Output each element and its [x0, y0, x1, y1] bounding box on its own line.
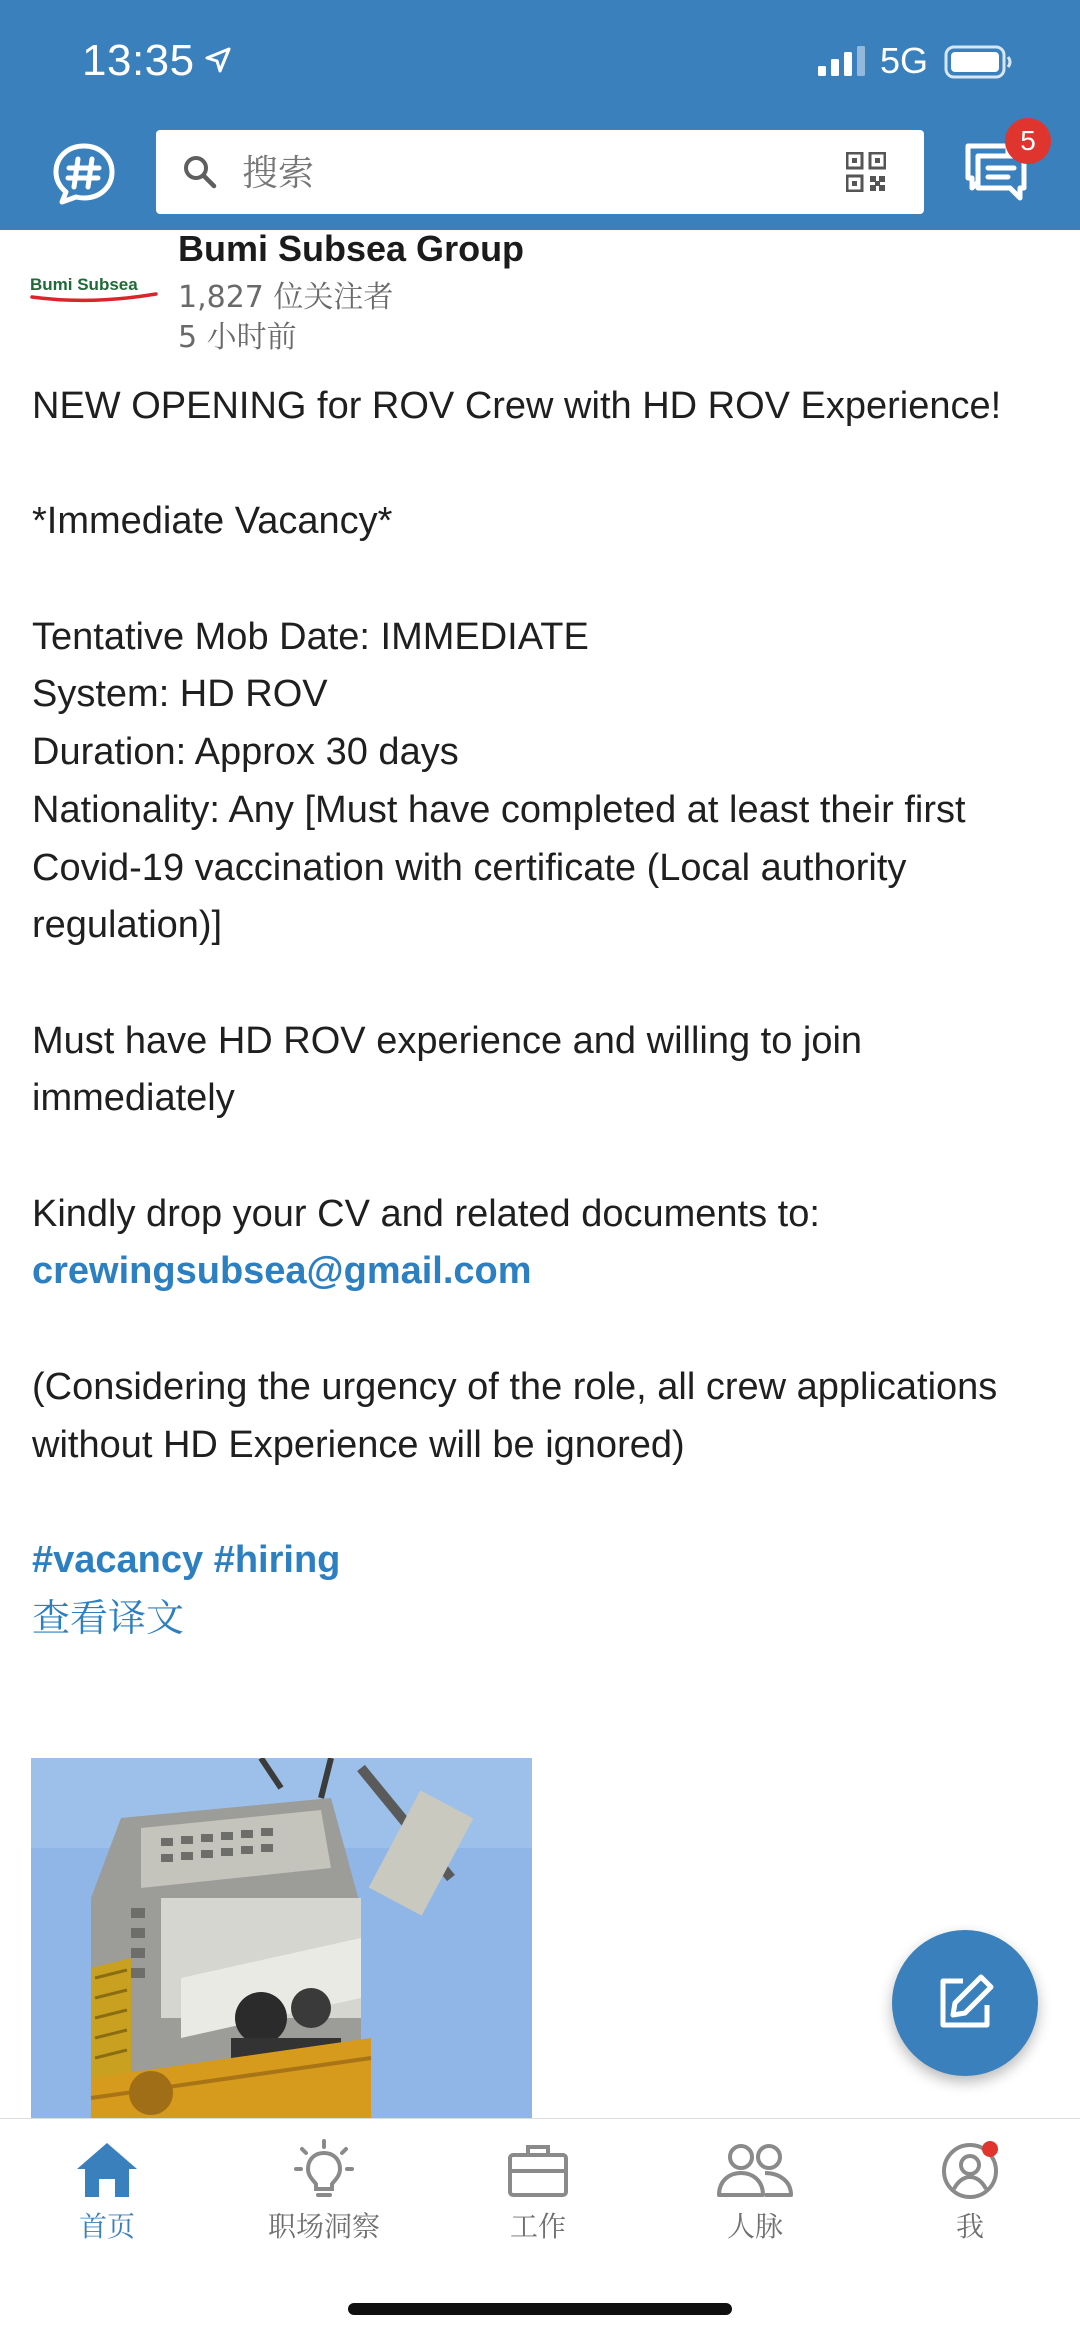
rov-photo [31, 1758, 532, 2120]
nav-network-label: 人脉 [726, 2210, 783, 2243]
network-type: 5G [880, 40, 929, 81]
email-link[interactable]: crewingsubsea@gmail.com [32, 1250, 532, 1293]
edit-icon [935, 1973, 995, 2033]
search-bar[interactable] [156, 130, 924, 214]
compose-post-button[interactable] [892, 1930, 1038, 2076]
location-arrow-icon [204, 46, 232, 74]
follower-count: 1,827 位关注者 [178, 280, 394, 315]
post-body [32, 378, 1052, 1647]
profile-icon [938, 2139, 1002, 2199]
status-time: 13:35 [82, 36, 195, 85]
nav-jobs-label: 工作 [509, 2210, 566, 2243]
search-icon [182, 154, 218, 190]
search-input[interactable] [240, 130, 804, 216]
post-vacancy: *Immediate Vacancy* [32, 500, 393, 543]
post-duration: Duration: Approx 30 days [32, 731, 459, 774]
post-headline: NEW OPENING for ROV Crew with HD ROV Experience! [32, 385, 1002, 427]
top-bar [0, 0, 1080, 230]
hashtags-link[interactable]: #vacancy #hiring [32, 1538, 341, 1581]
nav-home-label: 首页 [78, 2210, 135, 2243]
logo-text: Bumi Subsea [30, 275, 138, 294]
nav-me[interactable] [880, 2139, 1060, 2269]
qr-code-icon[interactable] [846, 152, 886, 192]
post-system: System: HD ROV [32, 673, 328, 716]
briefcase-icon [506, 2139, 570, 2199]
post-nationality: Nationality: Any [Must have completed at least their first Covid-19 vaccination with certificate (Local authority regulation)] [32, 788, 966, 947]
company-logo[interactable] [30, 270, 158, 310]
hashtag-icon[interactable] [52, 142, 116, 206]
post-notice: (Considering the urgency of the role, all crew applications without HD Experience will be ignored) [32, 1365, 998, 1466]
lightbulb-icon [292, 2139, 356, 2199]
company-name[interactable]: Bumi Subsea Group [178, 228, 525, 269]
messages-badge: 5 [1005, 118, 1051, 164]
nav-home[interactable] [17, 2139, 197, 2269]
nav-insights-label: 职场洞察 [267, 2210, 380, 2243]
post-time: 5 小时前 [178, 320, 297, 355]
battery-icon [944, 44, 1014, 80]
post-cv-instruction [32, 1186, 1052, 1301]
post-requirement: Must have HD ROV experience and willing to join immediately [32, 1019, 863, 1120]
people-icon [715, 2139, 795, 2199]
home-indicator [348, 2303, 732, 2315]
nav-network[interactable] [665, 2139, 845, 2269]
post-mob-date: Tentative Mob Date: IMMEDIATE [32, 615, 589, 658]
nav-me-label: 我 [955, 2210, 984, 2243]
translate-link[interactable]: 查看译文 [32, 1595, 185, 1640]
cv-prefix: Kindly drop your CV and related documents to: [32, 1192, 820, 1235]
nav-insights[interactable] [234, 2139, 414, 2269]
home-icon [75, 2139, 139, 2199]
nav-jobs[interactable] [448, 2139, 628, 2269]
post-image[interactable] [31, 1758, 532, 2120]
cellular-signal-icon [818, 46, 868, 76]
